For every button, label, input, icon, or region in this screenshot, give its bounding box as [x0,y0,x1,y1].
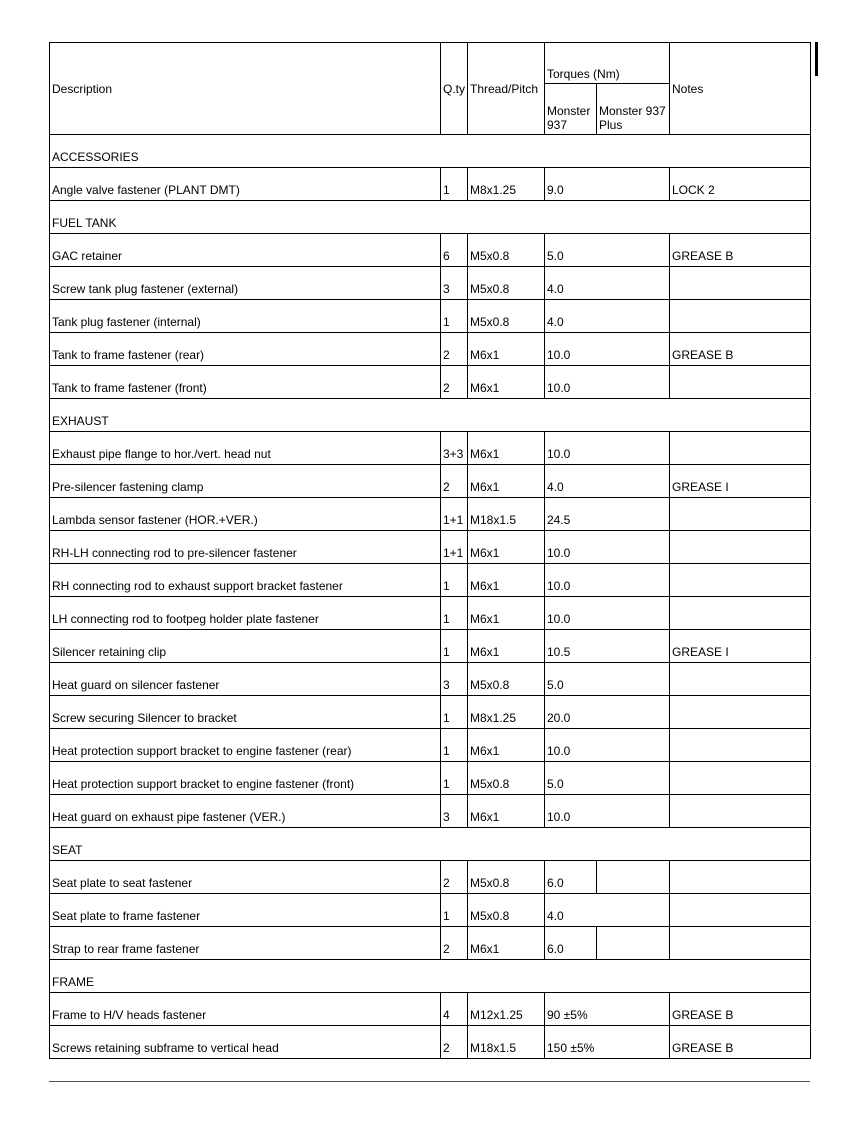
cell-thread: M5x0.8 [468,267,545,300]
cell-notes: GREASE B [670,333,811,366]
cell-description: Angle valve fastener (PLANT DMT) [50,168,441,201]
table-row [50,894,811,927]
cell-torque: 90 ±5% [545,993,670,1026]
cell-notes [670,300,811,333]
table-row [50,333,811,366]
cell-notes [670,894,811,927]
cell-torque: 5.0 [545,234,670,267]
table-row [50,927,811,960]
cell-notes [670,531,811,564]
cell-torque: 4.0 [545,267,670,300]
cell-torque: 10.0 [545,597,670,630]
section-title: FUEL TANK [50,201,811,234]
table-row [50,663,811,696]
cell-torque: 10.0 [545,432,670,465]
cell-thread: M8x1.25 [468,168,545,201]
cell-qty: 1 [441,894,468,927]
cell-description: RH-LH connecting rod to pre-silencer fastener [50,531,441,564]
cell-qty: 3 [441,663,468,696]
cell-description: Lambda sensor fastener (HOR.+VER.) [50,498,441,531]
cell-qty: 2 [441,366,468,399]
cell-thread: M5x0.8 [468,663,545,696]
cell-description: Heat protection support bracket to engine fastener (rear) [50,729,441,762]
table-row [50,531,811,564]
cell-torque: 150 ±5% [545,1026,670,1059]
table-row [50,597,811,630]
cell-notes: GREASE B [670,993,811,1026]
cell-thread: M6x1 [468,432,545,465]
cell-qty: 2 [441,465,468,498]
cell-thread: M5x0.8 [468,861,545,894]
table-row [50,168,811,201]
cell-description: Heat guard on exhaust pipe fastener (VER.) [50,795,441,828]
cell-qty: 2 [441,861,468,894]
table-row [50,300,811,333]
cell-notes [670,861,811,894]
cell-qty: 3+3 [441,432,468,465]
header-model-monster-937-plus: Monster 937 Plus [597,84,670,135]
cell-torque-monster-937-plus [597,861,670,894]
header-description: Description [50,43,441,135]
cell-qty: 2 [441,927,468,960]
cell-thread: M6x1 [468,927,545,960]
cell-thread: M6x1 [468,597,545,630]
section-title: SEAT [50,828,811,861]
cell-thread: M6x1 [468,729,545,762]
table-row [50,366,811,399]
cell-torque: 10.0 [545,333,670,366]
cell-thread: M6x1 [468,795,545,828]
cell-qty: 6 [441,234,468,267]
section-row [50,960,811,993]
cell-thread: M6x1 [468,333,545,366]
cell-torque: 5.0 [545,762,670,795]
cell-description: Heat protection support bracket to engine fastener (front) [50,762,441,795]
cell-description: GAC retainer [50,234,441,267]
cell-thread: M6x1 [468,630,545,663]
cell-torque: 10.0 [545,531,670,564]
cell-qty: 1 [441,564,468,597]
section-row [50,399,811,432]
cell-notes [670,795,811,828]
section-title: FRAME [50,960,811,993]
cell-notes: LOCK 2 [670,168,811,201]
cell-notes [670,366,811,399]
cell-thread: M5x0.8 [468,234,545,267]
cell-qty: 1 [441,729,468,762]
footer-rule [49,1081,810,1082]
cell-notes [670,597,811,630]
section-row [50,201,811,234]
table-row [50,696,811,729]
table-row [50,432,811,465]
table-row [50,993,811,1026]
cell-thread: M5x0.8 [468,300,545,333]
cell-qty: 2 [441,333,468,366]
cell-qty: 1+1 [441,498,468,531]
header-model-monster-937: Monster 937 [545,84,597,135]
cell-torque: 10.0 [545,366,670,399]
cell-thread: M6x1 [468,531,545,564]
cell-notes [670,762,811,795]
table-row [50,762,811,795]
cell-qty: 3 [441,267,468,300]
cell-qty: 4 [441,993,468,1026]
cell-thread: M18x1.5 [468,498,545,531]
cell-description: Frame to H/V heads fastener [50,993,441,1026]
cell-description: Screw securing Silencer to bracket [50,696,441,729]
cell-notes [670,432,811,465]
cell-thread: M18x1.5 [468,1026,545,1059]
table-row [50,795,811,828]
cell-torque: 20.0 [545,696,670,729]
section-title: ACCESSORIES [50,135,811,168]
cell-description: Tank to frame fastener (front) [50,366,441,399]
cell-torque: 10.0 [545,795,670,828]
cell-notes [670,267,811,300]
cell-notes: GREASE B [670,234,811,267]
cell-thread: M5x0.8 [468,762,545,795]
cell-description: LH connecting rod to footpeg holder plate fastener [50,597,441,630]
cell-notes: GREASE B [670,1026,811,1059]
table-row [50,1026,811,1059]
cell-torque: 24.5 [545,498,670,531]
table-row [50,630,811,663]
cell-notes: GREASE I [670,465,811,498]
cell-notes [670,696,811,729]
cell-thread: M8x1.25 [468,696,545,729]
cell-description: Silencer retaining clip [50,630,441,663]
cell-thread: M6x1 [468,564,545,597]
header-torques: Torques (Nm) [545,43,670,84]
header-thread: Thread/Pitch [468,43,545,135]
cell-qty: 1+1 [441,531,468,564]
cell-qty: 2 [441,1026,468,1059]
cell-qty: 1 [441,762,468,795]
cell-qty: 1 [441,597,468,630]
section-row [50,828,811,861]
cell-torque-monster-937: 6.0 [545,861,597,894]
table-row [50,564,811,597]
section-row [50,135,811,168]
cell-description: Strap to rear frame fastener [50,927,441,960]
table-row [50,498,811,531]
cell-description: Seat plate to seat fastener [50,861,441,894]
cell-description: Seat plate to frame fastener [50,894,441,927]
cell-qty: 1 [441,300,468,333]
cell-description: RH connecting rod to exhaust support bracket fastener [50,564,441,597]
cell-torque: 4.0 [545,300,670,333]
cell-thread: M6x1 [468,366,545,399]
cell-description: Heat guard on silencer fastener [50,663,441,696]
cell-torque-monster-937: 6.0 [545,927,597,960]
cell-torque: 5.0 [545,663,670,696]
cell-qty: 1 [441,168,468,201]
cell-notes [670,663,811,696]
cell-qty: 3 [441,795,468,828]
cell-description: Screw tank plug fastener (external) [50,267,441,300]
table-row [50,729,811,762]
cell-description: Screws retaining subframe to vertical head [50,1026,441,1059]
cell-thread: M5x0.8 [468,894,545,927]
table-row [50,234,811,267]
table-row [50,861,811,894]
cell-torque: 10.5 [545,630,670,663]
section-title: EXHAUST [50,399,811,432]
cell-notes [670,564,811,597]
cell-notes [670,498,811,531]
cell-torque: 10.0 [545,729,670,762]
cell-thread: M12x1.25 [468,993,545,1026]
cell-description: Exhaust pipe flange to hor./vert. head nut [50,432,441,465]
header-notes: Notes [670,43,811,135]
table-row [50,267,811,300]
cell-torque: 4.0 [545,894,670,927]
cell-torque: 4.0 [545,465,670,498]
cell-torque-monster-937-plus [597,927,670,960]
cell-notes [670,729,811,762]
table-row [50,465,811,498]
header-qty: Q.ty [441,43,468,135]
cell-description: Tank plug fastener (internal) [50,300,441,333]
cell-notes: GREASE I [670,630,811,663]
cell-description: Tank to frame fastener (rear) [50,333,441,366]
cell-thread: M6x1 [468,465,545,498]
cell-torque: 10.0 [545,564,670,597]
cell-torque: 9.0 [545,168,670,201]
torque-table [49,42,811,1059]
cell-description: Pre-silencer fastening clamp [50,465,441,498]
cell-notes [670,927,811,960]
cell-qty: 1 [441,696,468,729]
cell-qty: 1 [441,630,468,663]
corner-mark [815,42,818,76]
